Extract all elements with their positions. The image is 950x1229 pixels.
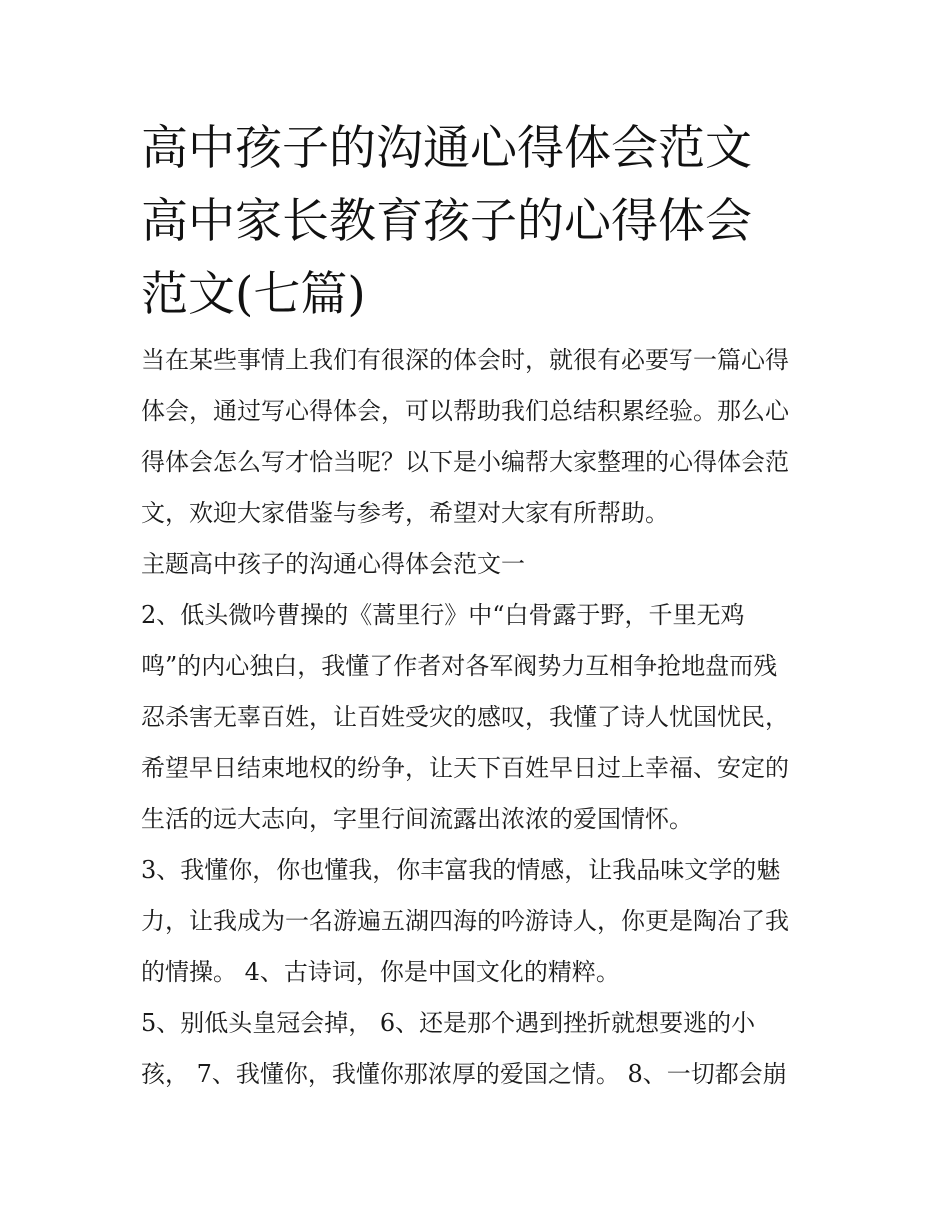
text-line: 2、低头微吟曹操的《蒿里行》中“白骨露于野，千里无鸡 (141, 601, 745, 629)
text-line: 当在某些事情上我们有很深的体会时，就很有必要写一篇心得 (141, 346, 789, 374)
text-line: 忍杀害无辜百姓，让百姓受灾的感叹，我懂了诗人忧国忧民， (141, 703, 789, 731)
text-line: 文，欢迎大家借鉴与参考，希望对大家有所帮助。 (141, 499, 669, 527)
text-line: 得体会怎么写才恰当呢？以下是小编帮大家整理的心得体会范 (141, 448, 789, 476)
text-line: 5、别低头皇冠会掉， 6、还是那个遇到挫折就想要逃的小 (141, 1009, 756, 1037)
text-line: 的情操。 4、古诗词，你是中国文化的精粹。 (141, 958, 620, 986)
item-5-paragraph (141, 998, 821, 1100)
title-line: 高中孩子的沟通心得体会范文 (141, 121, 752, 176)
title-line: 高中家长教育孩子的心得体会 (141, 194, 752, 249)
title-line: 范文(七篇) (141, 267, 366, 322)
document-title (141, 112, 821, 331)
text-line: 希望早日结束地权的纷争，让天下百姓早日过上幸福、安定的 (141, 754, 789, 782)
intro-paragraph (141, 335, 821, 539)
text-line: 孩， 7、我懂你，我懂你那浓厚的爱国之情。 8、一切都会崩 (141, 1060, 787, 1088)
text-line: 鸣”的内心独白，我懂了作者对各军阀势力互相争抢地盘而残 (141, 652, 778, 680)
item-2-paragraph (141, 590, 821, 845)
text-line: 主题高中孩子的沟通心得体会范文一 (141, 550, 525, 578)
document-content (141, 112, 821, 1100)
text-line: 3、我懂你，你也懂我，你丰富我的情感，让我品味文学的魅 (141, 856, 781, 884)
section-heading (141, 539, 821, 590)
text-line: 生活的远大志向，字里行间流露出浓浓的爱国情怀。 (141, 805, 693, 833)
text-line: 体会，通过写心得体会，可以帮助我们总结积累经验。那么心 (141, 397, 789, 425)
item-3-paragraph (141, 845, 821, 998)
text-line: 力，让我成为一名游遍五湖四海的吟游诗人，你更是陶冶了我 (141, 907, 789, 935)
